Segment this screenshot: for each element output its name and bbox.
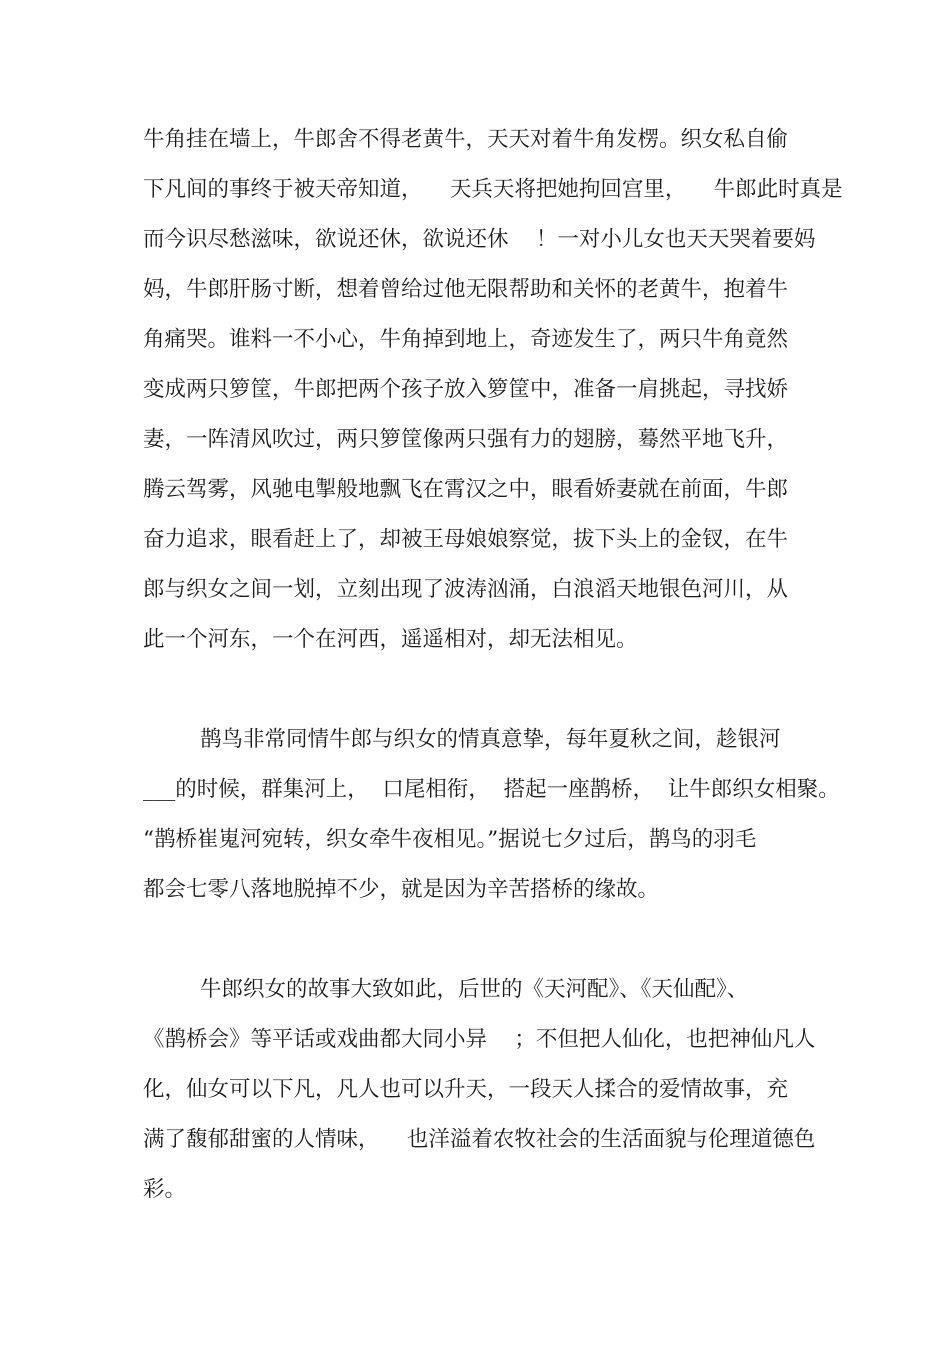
text-line: ___的时候，群集河上， 口尾相衔， 搭起一座鹊桥， 让牛郎织女相聚。 [143, 777, 840, 802]
text-line: 牛郎织女的故事大致如此，后世的《天河配》、《天仙配》、 [200, 977, 749, 1002]
text-line: 妈，牛郎肝肠寸断，想着曾给过他无限帮助和关怀的老黄牛，抱着牛 [143, 277, 789, 302]
text-line: 郎与织女之间一划，立刻出现了波涛汹涌，白浪滔天地银色河川，从 [143, 577, 789, 602]
text-line: “鹊桥崔嵬河宛转，织女牵牛夜相见。”据说七夕过后，鹊鸟的羽毛 [143, 827, 757, 852]
text-line: 化，仙女可以下凡，凡人也可以升天，一段天人揉合的爱情故事，充 [143, 1077, 789, 1102]
text-line: 彩。 [143, 1177, 187, 1202]
text-line: 腾云驾雾，风驰电掣般地飘飞在霄汉之中，眼看娇妻就在前面，牛郎 [143, 477, 789, 502]
text-line: 下凡间的事终于被天帝知道， 天兵天将把她拘回宫里， 牛郎此时真是 [143, 177, 843, 202]
text-line: 满了馥郁甜蜜的人情味， 也洋溢着农牧社会的生活面貌与伦理道德色 [143, 1127, 816, 1152]
text-line: 都会七零八落地脱掉不少，就是因为辛苦搭桥的缘故。 [143, 877, 660, 902]
text-line: 而今识尽愁滋味，欲说还休，欲说还休 ！一对小儿女也天天哭着要妈 [143, 227, 816, 252]
text-line: 奋力追求，眼看赶上了，却被王母娘娘察觉，拔下头上的金钗，在牛 [143, 527, 789, 552]
text-line: 变成两只箩筐，牛郎把两个孩子放入箩筐中，准备一肩挑起，寻找娇 [143, 377, 789, 402]
text-line: 妻，一阵清风吹过，两只箩筐像两只强有力的翅膀，蓦然平地飞升， [143, 427, 789, 452]
text-line: 角痛哭。谁料一不小心，牛角掉到地上，奇迹发生了，两只牛角竟然 [143, 327, 789, 352]
text-line: 此一个河东，一个在河西，遥遥相对，却无法相见。 [143, 627, 638, 652]
text-line: 《鹊桥会》等平话或戏曲都大同小异 ；不但把人仙化，也把神仙凡人 [143, 1027, 816, 1052]
text-line: 鹊鸟非常同情牛郎与织女的情真意挚，每年夏秋之间，趁银河 [200, 727, 781, 752]
text-line: 牛角挂在墙上，牛郎舍不得老黄牛，天天对着牛角发楞。织女私自偷 [143, 127, 789, 152]
